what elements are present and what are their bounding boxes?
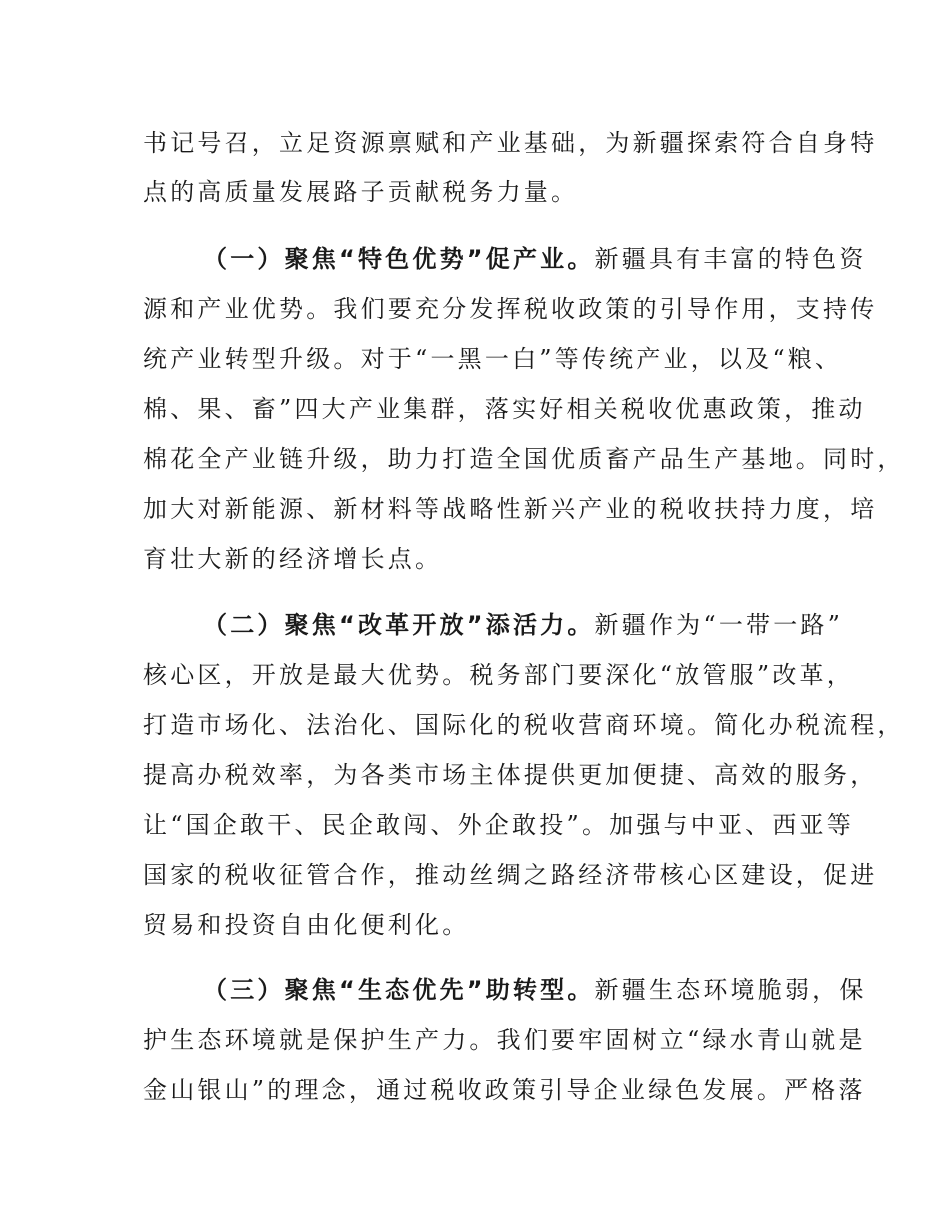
section3-first-line-text: 新疆生态环境脆弱，保 (594, 976, 867, 1004)
section3-first-line (203, 974, 867, 1006)
section2-line-4: 提高办税效率，为各类市场主体提供更加便捷、高效的服务， (143, 761, 878, 789)
section1-line-6: 加大对新能源、新材料等战略性新兴产业的税收扶持力度，培 (143, 495, 878, 523)
section1-first-line-text: 新疆具有丰富的特色资 (594, 245, 867, 273)
section2-heading: （二）聚焦“改革开放”添活力。 (203, 611, 595, 639)
intro-line-2: 点的高质量发展路子贡献税务力量。 (143, 178, 579, 206)
section2-line-2: 核心区，开放是最大优势。税务部门要深化“放管服”改革， (143, 661, 854, 689)
section2-line-3: 打造市场化、法治化、国际化的税收营商环境。简化办税流程， (143, 711, 905, 739)
section3-line-2: 护生态环境就是保护生产力。我们要牢固树立“绿水青山就是 (143, 1026, 866, 1054)
section3-heading: （三）聚焦“生态优先”助转型。 (203, 976, 595, 1004)
section2-line-7: 贸易和投资自由化便利化。 (143, 911, 470, 939)
section1-line-7: 育壮大新的经济增长点。 (143, 545, 443, 573)
intro-line-1: 书记号召，立足资源禀赋和产业基础，为新疆探索符合自身特 (143, 129, 878, 157)
section2-first-line (203, 609, 843, 641)
section1-line-2: 源和产业优势。我们要充分发挥税收政策的引导作用，支持传 (143, 295, 878, 323)
section1-line-5: 棉花全产业链升级，助力打造全国优质畜产品生产基地。同时， (143, 445, 905, 473)
section2-line-5: 让“国企敢干、民企敢闯、外企敢投”。加强与中亚、西亚等 (143, 811, 854, 839)
section1-heading: （一）聚焦“特色优势”促产业。 (203, 245, 595, 273)
section1-line-3: 统产业转型升级。对于“一黑一白”等传统产业，以及“粮、 (143, 345, 843, 373)
section3-line-3: 金山银山”的理念，通过税收政策引导企业绿色发展。严格落 (143, 1076, 866, 1104)
section2-first-line-text: 新疆作为“一带一路” (594, 611, 844, 639)
section1-line-4: 棉、果、畜”四大产业集群，落实好相关税收优惠政策，推动 (143, 395, 866, 423)
section2-line-6: 国家的税收征管合作，推动丝绸之路经济带核心区建设，促进 (143, 861, 878, 889)
section1-first-line (203, 243, 867, 275)
